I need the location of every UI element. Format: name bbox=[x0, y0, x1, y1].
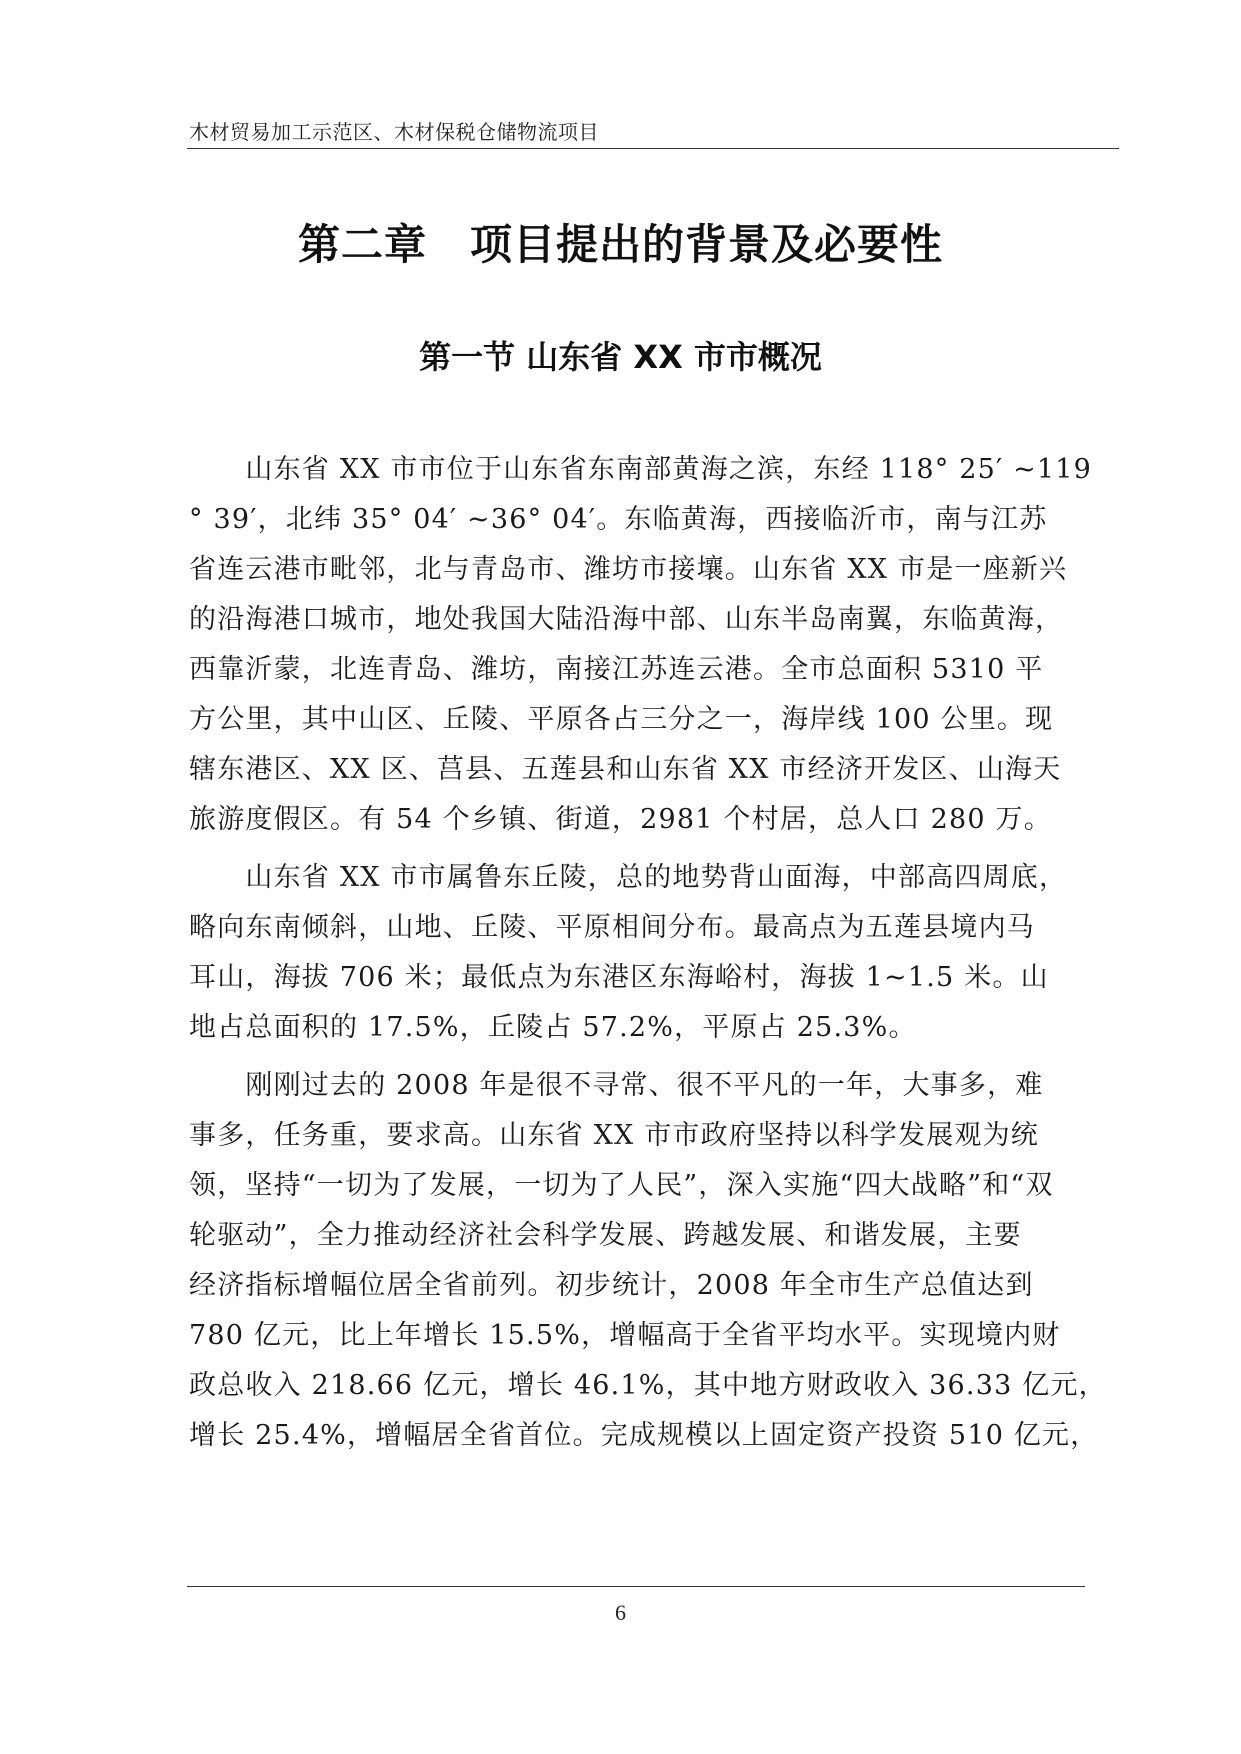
chapter-title: 第二章 项目提出的背景及必要性 bbox=[297, 220, 943, 269]
body-line: 的沿海港口城市，地处我国大陆沿海中部、山东半岛南翼，东临黄海， bbox=[189, 604, 1064, 635]
body-line: 事多，任务重，要求高。山东省 XX 市市政府坚持以科学发展观为统 bbox=[189, 1120, 1040, 1151]
body-line: 辖东港区、XX 区、莒县、五莲县和山东省 XX 市经济开发区、山海天 bbox=[189, 754, 1062, 785]
body-line: 省连云港市毗邻，北与青岛市、潍坊市接壤。山东省 XX 市是一座新兴 bbox=[189, 554, 1068, 585]
body-line: 经济指标增幅位居全省前列。初步统计，2008 年全市生产总值达到 bbox=[189, 1270, 1034, 1301]
body-line: 刚刚过去的 2008 年是很不寻常、很不平凡的一年，大事多，难 bbox=[189, 1070, 1044, 1101]
body-line: 山东省 XX 市市属鲁东丘陵，总的地势背山面海，中部高四周底， bbox=[189, 862, 1068, 893]
footer-divider bbox=[187, 1586, 1085, 1587]
body-line: 略向东南倾斜，山地、丘陵、平原相间分布。最高点为五莲县境内马 bbox=[189, 912, 1035, 943]
body-line: ° 39′，北纬 35° 04′ ~36° 04′。东临黄海，西接临沂市，南与江苏 bbox=[189, 504, 1048, 535]
paragraph bbox=[189, 1061, 1119, 1461]
body-line: 山东省 XX 市市位于山东省东南部黄海之滨，东经 118° 25′ ~119 bbox=[189, 454, 1093, 485]
paragraph bbox=[189, 853, 1119, 1053]
body-line: 轮驱动”，全力推动经济社会科学发展、跨越发展、和谐发展，主要 bbox=[189, 1220, 1022, 1251]
body-line: 耳山，海拔 706 米；最低点为东港区东海峪村，海拔 1~1.5 米。山 bbox=[189, 962, 1049, 993]
body-line: 方公里，其中山区、丘陵、平原各占三分之一，海岸线 100 公里。现 bbox=[189, 704, 1054, 735]
body-line: 旅游度假区。有 54 个乡镇、街道，2981 个村居，总人口 280 万。 bbox=[189, 804, 1052, 835]
body-line: 西靠沂蒙，北连青岛、潍坊，南接江苏连云港。全市总面积 5310 平 bbox=[189, 654, 1044, 685]
running-header: 木材贸易加工示范区、木材保税仓储物流项目 bbox=[189, 120, 599, 144]
header-divider bbox=[187, 148, 1119, 149]
body-line: 地占总面积的 17.5%，丘陵占 57.2%，平原占 25.3%。 bbox=[189, 1012, 917, 1043]
paragraph-gap bbox=[189, 845, 1119, 853]
body-line: 增长 25.4%，增幅居全省首位。完成规模以上固定资产投资 510 亿元， bbox=[189, 1420, 1099, 1451]
body-line: 领，坚持“一切为了发展，一切为了人民”，深入实施“四大战略”和“双 bbox=[189, 1170, 1054, 1201]
paragraph-gap bbox=[189, 1053, 1119, 1061]
body-line: 780 亿元，比上年增长 15.5%，增幅高于全省平均水平。实现境内财 bbox=[189, 1320, 1061, 1351]
page-number: 6 bbox=[615, 1600, 626, 1625]
body-line: 政总收入 218.66 亿元，增长 46.1%，其中地方财政收入 36.33 亿元， bbox=[189, 1370, 1107, 1401]
paragraph bbox=[189, 445, 1119, 845]
section-title: 第一节 山东省 XX 市市概况 bbox=[419, 338, 822, 376]
body-text bbox=[189, 445, 1119, 1461]
